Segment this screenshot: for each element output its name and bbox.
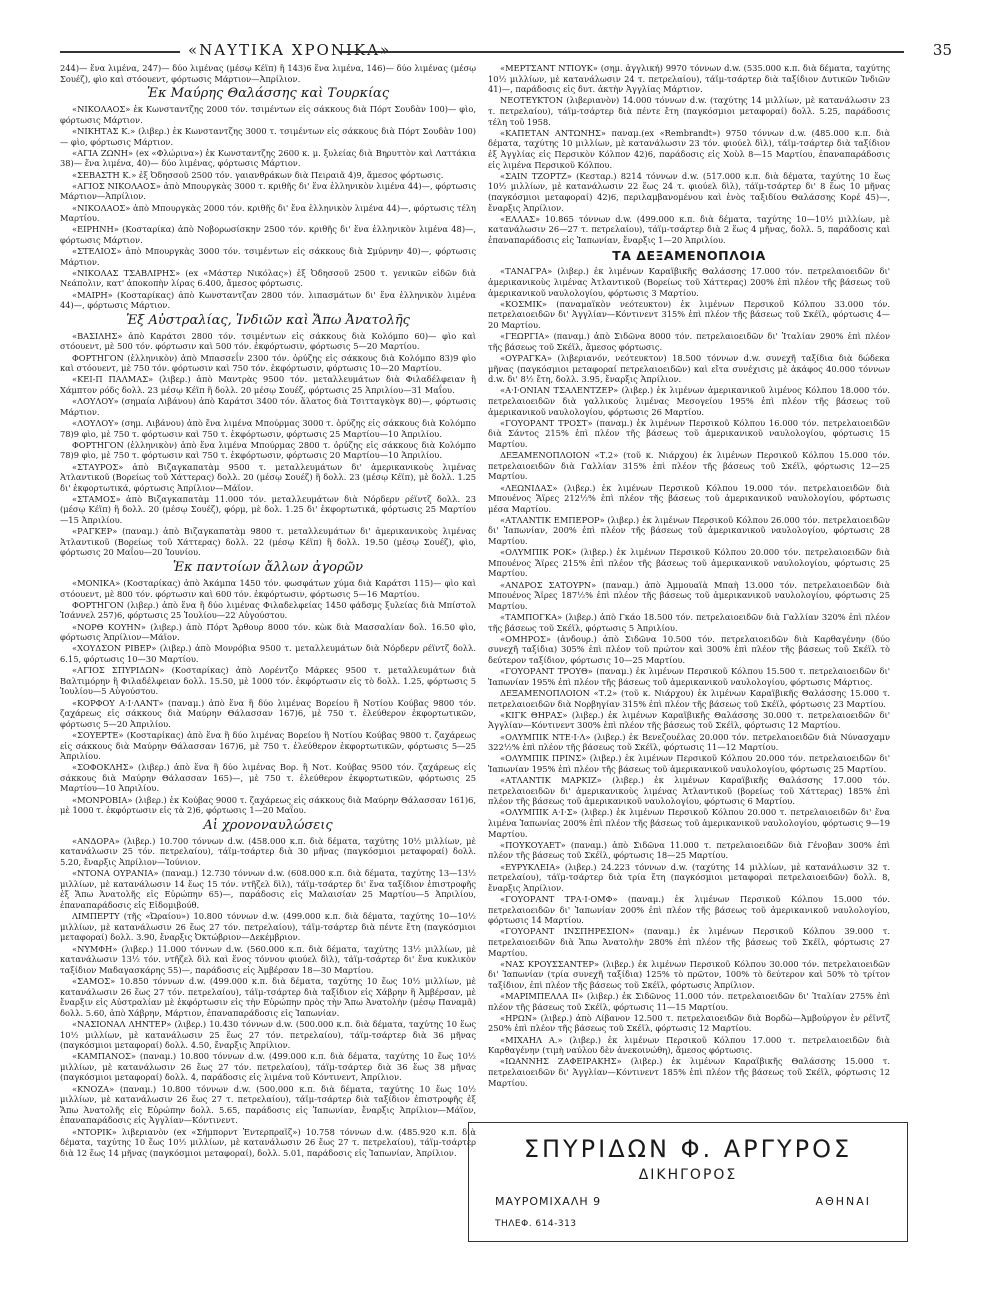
article-paragraph: «ΕΙΡΗΝΗ» (Κοσταρίκα) ἀπὸ Νοβορωσίσκην 2500 τόν. κριθῆς δι' ἕνα ἑλληνικὸν λιμένα 48)—, φόρτωσις Μάρτιον. [60,224,476,245]
article-paragraph: «ΟΥΡΑΓΚΑ» (λιβεριανόν, νεότευκτον) 18.500 τόννων d.w. συνεχῆ ταξίδια διὰ δώδεκα μῆνας (παγκόσμιοι μεταφοραί πετρελαιοειδῶν) καὶ εἴτα συνέχισις μὲ ἀκάφος 40.000 τόννων d.w. δι' 8½ ἔτη, δολλ. 3.95, ἔναρξις Ἀπρίλιον. [488,353,890,385]
article-paragraph: «ΝΤΟΡΙΚ» λιβεριανὸν (ex «Σήμπορντ Ἐντερπραϊζ») 10.758 τόννων d.w. (485.920 κ.π. διὰ δέματα, ταχύτης 10 ἕως 10½ μιλλίων, μὲ κατανάλωσιν 26 ἕως 27 τ. πετρελαίου), τάϊμ-τσάρτερ διὰ 12 ἕως 14 μῆνας (παγκόσμιοι μεταφοραί), δολλ. 5.01, παράδοσις εἰς Ἰαπωνίαν, Ἀπρίλιον. [60,1126,476,1158]
article-paragraph: «ΚΑΠΕΤΑΝ ΑΝΤΩΝΗΣ» παναμ.(ex «Rembrandt») 9750 τόννων d.w. (485.000 κ.π. διὰ δέματα, ταχύτης 10 μιλλίων, μὲ κατανάλωσιν 23 τόν. φιούελ δὶλ), τάϊμ-τσάρτερ διὰ ταξίδιον ἐξ Ἀγγλίας εἰς Περσικὸν Κόλπον 42)6, παράδοσις εἰς Χοὺλ 8—15 Μαρτίου, ἐπαναπαράδοσις εἰς λιμένα Περσικοῦ Κόλπου. [488,127,890,170]
article-paragraph: «ΜΙΧΑΗΛ Α.» (λιβερ.) ἐκ λιμένων Περσικοῦ Κόλπου 17.000 τ. πετρελαιοειδῶν διὰ Καρθαγένην (τιμὴ ναύλου δὲν ἀνεκοινώθη), ἄμεσος φόρτωσις. [488,1034,890,1056]
article-paragraph: «ΓΟΥΟΡΑΝΤ ΤΡΟΥΘ» (παναμ.) ἐκ λιμένων Περσικοῦ Κόλπου 15.500 τ. πετρελαιοειδῶν δι' Ἰαπωνίαν 195% ἐπὶ πλέον τῆς βάσεως τοῦ ἀμερικανικοῦ ναυλολογίου, φόρτωσις Μάρτιος. [488,666,890,687]
article-paragraph: «ΣΤΕΛΙΟΣ» ἀπὸ Μπουργκὰς 3000 τόν. τσιμέντων εἰς σάκκους διὰ Σμύρνην 40)—, φόρτωσις Μάρτιον. [60,246,476,267]
section-heading-tankers: ΤΑ ΔΕΞΑΜΕΝΟΠΛΟΙΑ [612,248,766,264]
article-paragraph: «ΛΟΥΛΟΥ» (σημαία Λιβάνου) ἀπὸ Καράτσι 3400 τόν. ἅλατος διὰ Τσιτταγκὸγκ 80)—, φόρτωσις Μάρτιον. [60,396,476,417]
article-paragraph: «ΟΛΥΜΠΙΚ ΠΡΙΝΣ» (λιβερ.) ἐκ λιμένων Περσικοῦ Κόλπου 20.000 τόν. πετρελαιοειδῶν δι' Ἰαπωνίαν 195% ἐπὶ πλέον τῆς βάσεως τοῦ ἀμερικανικοῦ ναυλολογίου, φόρτωσις 25 Μαρτίου. [488,753,890,774]
article-paragraph: «ΤΑΝΑΓΡΑ» (λιβερ.) ἐκ λιμένων Καραϊβικῆς Θαλάσσης 17.000 τόν. πετρελαιοειδῶν δι' ἀμερικανικοὺς λιμένας Ἀτλαντικοῦ (Βορείως τοῦ Χάττερας) 200% ἐπὶ πλέον τῆς βάσεως τοῦ ἀμερικανικοῦ ναυλολογίου, φόρτωσις 3 Μαρτίου. [488,266,890,298]
article-paragraph: «ΛΕΩΝΙΔΑΣ» (λιβερ.) ἐκ λιμένων Περσικοῦ Κόλπου 19.000 τόν. πετρελαιοειδῶν διὰ Μπουένος Ἄϊρες 212½% ἐπὶ πλέον τῆς βάσεως τοῦ ἀμερικανικοῦ ναυλολογίου, φόρτωσις μέσα Μαρτίου. [488,482,890,514]
article-paragraph: «Α·Ι·ΟΝΙΑΝ ΤΣΑΛΕΝΤΖΕΡ» (λιβερ.) ἐκ λιμένων ἀμερικανικοῦ λιμένος Κόλπου 18.000 τόν. πετρελαιοειδῶν διὰ γαλλικοὺς λιμένας Μεσογείου 195% ἐπὶ πλέον τῆς βάσεως τοῦ ἀμερικανικοῦ ναυλολογίου, φόρτωσις 26 Μαρτίου. [488,385,890,417]
article-paragraph: «ΝΥΜΦΗ» (λιβερ.) 11.000 τόννων d.w. (560.000 κ.π. διὰ δέματα, ταχύτης 13½ μιλλίων, μὲ κατανάλωσιν 13½ τόν. ντῆζελ δὶλ καὶ ἕνος τόννου φιούελ δὶλ), τάϊμ-τσάρτερ δι' ἕνα κυκλικὸν ταξίδιον Μαδαγασκάρης 55)—, παράδοσις εἰς Ἀμβέρσαν 18—30 Μαρτίου. [60,943,476,975]
article-paragraph: ΝΕΟΤΕΥΚΤΟΝ (λιβεριανὸν) 14.000 τόννων d.w. (ταχύτης 14 μιλλίων, μὲ κατανάλωσιν 23 τ. πετρελαίου), τάϊμ-τσάρτερ διὰ πέντε ἔτη (παγκόσμιοι μεταφοραί) δολλ. 5.25, παράδοσις τέλη τοῦ 1958. [488,95,890,127]
article-paragraph: «ΚΙΓΚ ΘΗΡΑΣ» (λιβερ.) ἐκ λιμένων Καραϊβικῆς Θαλάσσης 30.000 τ. πετρελαιοειδῶν δι' Ἀγγλίαν—Κόντινεντ 300% ἐπὶ πλέον τῆς βάσεως τοῦ Σκέϊλ, φόρτωσις 12 Μαρτίου. [488,709,890,731]
article-paragraph: «ΓΟΥΟΡΑΝΤ ΙΝΣΠΗΡΕΣΙΟΝ» (παναμ.) ἐκ λιμένων Περσικοῦ Κόλπου 39.000 τ. πετρελαιοειδῶν διὰ Ἄπω Ἀνατολὴν 280% ἐπὶ πλέον τῆς βάσεως τοῦ Σκέϊλ, φόρτωσις 27 Μαρτίου. [488,926,890,958]
article-paragraph: ΦΟΡΤΗΓΟΝ (ἑλληνικὸν) ἀπὸ ἕνα λιμένα Μπούρμας 2800 τ. ὀρύζης εἰς σάκκους διὰ Κολόμπο 78)9 φὶο, μὲ 750 τ. φόρτωσιν καὶ 750 τ. ἐκφόρτωσιν, φόρτωσις 20 Μαρτίου—10 Ἀπριλίου. [60,439,476,461]
header-rule-left [60,51,180,53]
article-paragraph: «ΝΟΡΘ ΚΟΥΗΝ» (λιβερ.) ἀπὸ Πόρτ Ἄρθουρ 8000 τόν. κὼκ διὰ Μασσαλίαν δολ. 16.50 φὶο, φόρτωσις Ἀπρίλιον—Μάϊον. [60,621,476,643]
article-paragraph: «ΒΑΣΙΛΗΣ» ἀπὸ Καράτσι 2800 τόν. τσιμέντων εἰς σάκκους διὰ Κολόμπο 60)— φὶο καὶ στόουεντ, μὲ 500 τόν. φόρτωσιν καὶ 500 τόν. ἐκφόρτωσιν, φόρτωσις 5—20 Μαρτίου. [60,330,476,352]
article-paragraph: «ΑΝΔΟΡΑ» (λιβερ.) 10.700 τόννων d.w. (458.000 κ.π. διὰ δέματα, ταχύτης 10½ μιλλίων, μὲ κατανάλωσιν 25 τόν. πετρελαίου), τάϊμ-τσάρτερ διὰ 30 μῆνας (παγκόσμιοι μεταφοραί) δολλ. 5.20, ἔναρξις Ἀπρίλιον—Ἰούνιον. [60,835,476,868]
article-paragraph: ΔΕΞΑΜΕΝΟΠΛΟΙΟΝ «Τ.2» (τοῦ κ. Νιάρχου) ἐκ λιμένων Καραϊβικῆς Θαλάσσης 15.000 τ. πετρελαιοειδῶν διὰ Νορβηγίαν 315% ἐπὶ πλέον τῆς βάσεως τοῦ Σκέϊλ, φόρτωσις 23 Μαρτίου. [488,687,890,709]
article-paragraph: ΛΙΜΠΕΡΤΥ (τῆς «Ὠραίου») 10.800 τόννων d.w. (499.000 κ.π. διὰ δέματα, ταχύτης 10—10½ μιλλίων, μὲ κατανάλωσιν 26 ἕως 27 τόν. πετρελαίου), τάϊμ-τσάρτερ διὰ πέντε ἔτη (παγκόσμιοι μεταφοραί) δολλ. 3.90, ἔναρξις Ὀκτώβριον—Δεκέμβριον. [60,911,476,943]
page-number: 35 [932,41,952,59]
lawyer-advertisement [468,1122,908,1242]
article-paragraph: «ΛΟΥΛΟΥ» (σημ. Λιβάνου) ἀπὸ ἕνα λιμένα Μπούρμας 3000 τ. ὀρύζης εἰς σάκκους διὰ Κολόμπο 78)9 φὶο, μὲ 750 τ. φόρτωσιν καὶ 750 τ. ἐκφόρτωσιν, φόρτωσις 25 Μαρτίου—10 Ἀπριλίου. [60,417,476,439]
header-rule-right [340,51,904,53]
article-paragraph: «ΟΜΗΡΟΣ» (ἀνδουρ.) ἀπὸ Σιδῶνα 10.500 τόν. πετρελαιοειδῶν διὰ Καρθαγένην (δύο συνεχῆ ταξίδια) 305% ἐπὶ πλέον τοῦ πρώτον καὶ 300% ἐπὶ πλέον τῆς βάσεως τοῦ Σκέϊλ τὸ δεύτερον ταξίδιον, φόρτωσις 10—25 Μαρτίου. [488,633,890,665]
left-column [60,63,476,1253]
article-paragraph: «ΟΛΥΜΠΙΚ Α·Ι·Σ» (λιβερ.) ἐκ λιμένων Περσικοῦ Κόλπου 20.000 τ. πετρελαιοειδῶν δι' ἕνα λιμένα Ἰαπωνίας 200% ἐπὶ πλέον τῆς βάσεως τοῦ ἀμερικανικοῦ ναυλολογίου, φόρτωσις 9—19 Μαρτίου. [488,807,890,839]
advert-name: ΣΠΥΡΙΔΩΝ Φ. ΑΡΓΥΡΟΣ [523,1135,853,1163]
article-paragraph: ΦΟΡΤΗΓΟΝ (ἑλληνικὸν) ἀπὸ Μπασσεΐν 2300 τόν. ὀρύζης εἰς σάκκους διὰ Κολόμπο 83)9 φὶο καὶ στόουεντ, μὲ 750 τόν. φόρτωσιν καὶ 750 τόν. ἐκφόρτωσιν, φόρτωσις 10—20 Μαρτίου. [60,352,476,374]
article-paragraph: «ΑΤΛΑΝΤΙΚ ΕΜΠΕΡΟΡ» (λιβερ.) ἐκ λιμένων Περσικοῦ Κόλπου 26.000 τόν. πετρελαιοειδῶν δι' Ἰαπωνίαν, 200% ἐπὶ πλέον τῆς βάσεως τοῦ ἀμερικανικοῦ ναυλολογίου, φόρτωσις 28 Μαρτίου. [488,514,890,547]
article-paragraph: «ΜΟΝΙΚΑ» (Κοσταρίκας) ἀπὸ Ἀκάμπα 1450 τόν. φωσφάτων χύμα διὰ Καράτσι 115)— φὶο καὶ στόουεντ, μὲ 800 τόν. φόρτωσιν καὶ 600 τόν. ἐκφόρτωσιν, φόρτωσις 5—16 Μαρτίου. [60,578,476,599]
article-paragraph: «ΠΟΥΚΟΥΑΕΤ» (παναμ.) ἀπὸ Σιδῶνα 11.000 τ. πετρελαιοειδῶν διὰ Γένοβαν 300% ἐπὶ πλέον τῆς βάσεως τοῦ Σκέϊλ, φόρτωσις 18—25 Μαρτίου. [488,839,890,861]
article-paragraph: «ΣΑΙΝ ΤΖΟΡΤΖ» (Κεσταρ.) 8214 τόννων d.w. (517.000 κ.π. διὰ δέματα, ταχύτης 10 ἕως 10½ μιλλίων, μὲ κατανάλωσιν 22 ἕως 24 τ. φιούελ δὶλ), τάϊμ-τσάρτερ δι' 8 ἕως 10 μῆνας (παγκόσμιοι μεταφοραί) 42)6, περιλαμβανομένου καὶ ἑνὸς ταξιδίου Θαλάσσης Κορέ 45)—, ἔναρξις Ἀπρίλιον. [488,170,890,213]
advert-street: ΜΑΥΡΟΜΙΧΑΛΗ 9 [495,1195,602,1208]
article-paragraph: «ΣΟΦΟΚΛΗΣ» (λιβερ.) ἀπὸ ἕνα ἢ δύο λιμένας Βορ. ἢ Νοτ. Κούβας 9500 τόν. ζαχάρεως εἰς σάκκους διὰ Μαύρην Θάλασσαν 165)—, μὲ 750 τ. ἐλεύθερον ἐκφορτωτικῶν, φόρτωσις 25 Μαρτίου—10 Ἀπριλίου. [60,762,476,794]
article-paragraph: «ΣΕΒΑΣΤΗ Κ.» ἐξ Ὀδησσοῦ 2500 τόν. γαιανθράκων διὰ Πειραιᾶ 4)9, ἄμεσος φόρτωσις. [72,169,444,180]
article-paragraph: ΔΕΞΑΜΕΝΟΠΛΟΙΟΝ «Τ.2» (τοῦ κ. Νιάρχου) ἐκ λιμένων Περσικοῦ Κόλπου 15.000 τόν. πετρελαιοειδῶν διὰ Γαλλίαν 315% ἐπὶ πλέον τῆς βάσεως τοῦ Σκέϊλ, φόρτωσις 12—25 Μαρτίου. [488,450,890,482]
article-paragraph: «ΣΤΑΜΟΣ» ἀπὸ Βιζαγκαπατὰμ 11.000 τόν. μεταλλευμάτων διὰ Νόρδερν ρέϊντζ δολλ. 23 (μέσῳ Κέϊπ) ἢ δολλ. 20 (μέσῳ Σουέζ), φόρμ, μὲ δολ. 1.25 δι' ἐκφορτωτικά, φόρτωσις 25 Μαρτίου—15 Ἀπριλίου. [60,493,476,526]
article-paragraph: «ΚΝΟΖΑ» (παναμ.) 10.800 τόννων d.w. (500.000 κ.π. διὰ δέματα, ταχύτης 10 ἕως 10½ μιλλίων, μὲ κατανάλωσιν 26 ἕως 27 τ. πετρελαίου), τάϊμ-τσάρτερ διὰ ταξίδιον ἐπιστροφῆς ἐξ Ἄπω Ἀνατολῆς εἰς Εὐρώπην δολλ. 5.65, παράδοσις εἰς Ἰαπωνίαν, ἔναρξις Ἀπρίλιον—Μάϊον, ἐπαναπαράδοσις εἰς Ἀγγλίαν—Κόντινεντ. [60,1083,476,1126]
article-paragraph: «ΚΑΜΠΑΝΟΣ» (παναμ.) 10.800 τόννων d.w. (499.000 κ.π. διὰ δέματα, ταχύτης 10 ἕως 10½ μιλλίων, μὲ κατανάλωσιν 26 ἕως 27 τόν. πετρελαίου), τάϊμ-τσάρτερ διὰ 36 ἕως 38 μῆνας (παγκόσμιοι μεταφοραί) δολλ. 4, παράδοσις εἰς λιμένα τοῦ Κόντινεντ, Ἀπρίλιον. [60,1051,476,1083]
section-heading-time-charters: Αἱ χρονοναυλώσεις [203,817,333,833]
advert-city: ΑΘΗΝΑΙ [815,1195,871,1208]
page-header [60,40,952,62]
article-paragraph: «ΑΓΙΑ ΖΩΝΗ» (ex «Φλώρινα») ἐκ Κωνσταντζης 2600 κ. μ. ξυλείας διὰ Βηρυττὸν καὶ Λαττάκια 38)— ἕνα λιμένα, 40)— δύο λιμένας, φόρτωσις Μάρτιον. [60,147,476,169]
article-paragraph: «ΜΟΝΡΟΒΙΑ» (λιβερ.) ἐκ Κούβας 9000 τ. ζαχάρεως εἰς σάκκους διὰ Μαύρην Θάλασσαν 161)6, μὲ 1000 τ. ἐκφόρτωσιν εἰς τὰ 2)6, φόρτωσις 1—20 Μαΐου. [60,794,476,816]
article-paragraph: «ΣΑΜΟΣ» 10.850 τόννων d.w. (499.000 κ.π. διὰ δέματα, ταχύτης 10 ἕως 10½ μιλλίων, μὲ κατανάλωσιν 26 ἕως 27 τόν. πετρελαίου), τάϊμ-τσάρτερ διὰ ταξίδιον εἰς Χάβρην ἢ Ἀμβέρσαν, μὲ ἔναρξιν εἰς Αὐστραλίαν μὲ ἐκφόρτωσιν εἰς τὴν Εὐρώπην πρὸς τὴν Ἄπω Ἀνατολὴν (μέσῳ Παναμᾶ) δολλ. 5.60, ἀπὸ Χάβρην, Μάρτιον, ἐπαναπαράδοσις εἰς Ἰαπωνίαν. [60,975,476,1018]
article-paragraph: «ΚΟΣΜΙΚ» (παναμαϊκὸν νεότευκτον) ἐκ λιμένων Περσικοῦ Κόλπου 33.000 τόν. πετρελαιοειδῶν δι' Ἀγγλίαν—Κόντινεντ 315% ἐπὶ πλέον τῆς βάσεως τοῦ Σκέϊλ, φόρτωσις 4—20 Μαρτίου. [488,298,890,331]
article-paragraph: «ΝΙΚΟΛΑΣ ΤΣΑΒΛΙΡΗΣ» (ex «Μάστερ Νικόλας») ἐξ Ὀδησσοῦ 2500 τ. γενικῶν εἰδῶν διὰ Νεάπολιν, κατ' ἀποκοπὴν λίρας 6.400, ἄμεσος φόρτωσις. [60,267,476,289]
article-paragraph: «ΡΑΓΚΕΡ» (παναμ.) ἀπὸ Βιζαγκαπατὰμ 9800 τ. μεταλλευμάτων δι' ἀμερικανικοὺς λιμένας Ἀτλαντικοῦ (Βορείως τοῦ Χάττερας) δολλ. 22 (μέσῳ Κέϊπ) ἢ δολλ. 19.50 (μέσῳ Σουέζ), φὶο, φόρτωσις 20 Μαΐου—20 Ἰουνίου. [60,526,476,558]
article-paragraph: «ΧΟΥΔΣΟΝ ΡΙΒΕΡ» (λιβερ.) ἀπὸ Μονρόβια 9500 τ. μεταλλευμάτων διὰ Νόρδερν ρέϊντζ δολλ. 6.15, φόρτωσις 10—30 Μαρτίου. [60,643,476,664]
article-paragraph: «ΝΙΚΟΛΑΟΣ» ἐκ Κωνσταντζης 2000 τόν. τσιμέντων εἰς σάκκους διὰ Πόρτ Σουδὰν 100)— φὶο, φόρτωσις Μάρτιον. [60,104,476,125]
section-heading-black-sea: Ἐκ Μαύρης Θαλάσσης καὶ Τουρκίας [146,86,390,102]
article-paragraph: «ΚΕΙ-Π ΠΑΛΜΑΣ» (λιβερ.) ἀπὸ Μαντρὰς 9500 τόν. μεταλλευμάτων διὰ Φιλαδέλφειαν ἢ Χάμπτον ρόδς δολλ. 23 μέσῳ Κέϊπ ἢ δολλ. 20 μέσῳ Σουέζ, φόρτωσις 25 Ἀπριλίου—31 Μαΐου. [60,374,476,395]
article-paragraph: «ΝΤΟΝΑ ΟΥΡΑΝΙΑ» (παναμ.) 12.730 τόννων d.w. (608.000 κ.π. διὰ δέματα, ταχύτης 13—13½ μιλλίων, μὲ κατανάλωσιν 14 ἕως 15 τόν. ντῆζελ δὶλ), τάϊμ-τσάρτερ δι' ἕνα ταξίδιον ἐπιστροφῆς ἐξ Ἄπω Ἀνατολῆς εἰς Εὐρώπην 65)—, παράδοσις εἰς Μαλαισίαν 25 Μαρτίου—5 Ἀπριλίου, ἐπαναπαράδοσις εἰς Εἰδομιβούθ. [60,868,476,910]
article-paragraph: «ΣΟΥΕΡΤΕ» (Κοσταρίκας) ἀπὸ ἕνα ἢ δύο λιμένας Βορείου ἢ Νοτίου Κούβας 9800 τ. ζαχάρεως εἰς σάκκους διὰ Μαύρην Θάλασσαν 167)6, μὲ 750 τ. ἐλεύθερον ἐκφορτωτικῶν, φόρτωσις 5—25 Ἀπριλίου. [60,729,476,762]
advert-profession: ΔΙΚΗΓΟΡΟΣ [638,1167,738,1183]
article-paragraph: «ΓΟΥΟΡΑΝΤ ΤΡΑ·Ι·ΟΜΦ» (παναμ.) ἐκ λιμένων Περσικοῦ Κόλπου 15.000 τόν. πετρελαιοειδῶν δι' Ἰαπωνίαν 200% ἐπὶ πλέον τῆς βάσεως τοῦ ἀμερικανικοῦ ναυλολογίου, φόρτωσις 14 Μαρτίου. [488,893,890,926]
article-paragraph: «ΑΝΔΡΟΣ ΣΑΤΟΥΡΝ» (παναμ.) ἀπὸ Ἀμμουαϊὰ Μπαὴ 13.000 τόν. πετρελαιοειδῶν διὰ Μπουένος Ἄϊρες 187½% ἐπὶ πλέον τῆς βάσεως τοῦ ἀμερικανικοῦ ναυλολογίου, φόρτωσις 25 Μαρτίου. [488,579,890,611]
article-paragraph: 244)— ἕνα λιμένα, 247)— δύο λιμένας (μέσῳ Κέϊπ) ἢ 143)6 ἕνα λιμένα, 146)— δύο λιμένας (μέσῳ Σουέζ), φὶο καὶ στόουεντ, φόρτωσις Μάρτιον—Ἀπρίλιον. [60,63,476,84]
article-paragraph: «ΜΕΡΤΣΑΝΤ ΝΤΙΟΥΚ» (σημ. ἀγγλική) 9970 τόννων d.w. (535.000 κ.π. διὰ δέματα, ταχύτης 10½ μιλλίων, μὲ κατανάλωσιν 24 τ. πετρελαίου), τάϊμ-τσάρτερ διὰ ταξίδιον Δυτικῶν Ἰνδιῶν 41)—, παράδοσις εἰς δυτ. ἀκτὴν Ἀγγλίας Μάρτιον. [488,63,890,95]
article-paragraph: «ΗΡΩΝ» (λιβερ.) ἀπὸ Λίβανον 12.500 τ. πετρελαιοειδῶν διὰ Βορδὼ—Ἀμβούργον ἐν ρέϊντζ 250% ἐπὶ πλέον τῆς βάσεως τοῦ Σκέϊλ, φόρτωσις 12 Μαρτίου. [488,1012,890,1034]
article-paragraph: «ΚΟΡΦΟΥ Α·Ι·ΛΑΝΤ» (παναμ.) ἀπὸ ἕνα ἢ δύο λιμένας Βορείου ἢ Νοτίου Κούβας 9800 τόν. ζαχάρεως εἰς σάκκους διὰ Μαύρην Θάλασσαν 167)6, μὲ 750 τ. ἐλεύθερον ἐκφορτωτικῶν, φόρτωσις 5—20 Ἀπριλίου. [60,697,476,729]
article-paragraph: «ΙΩΑΝΝΗΣ ΖΑΦΕΙΡΑΚΗΣ» (λιβερ.) ἐκ λιμένων Καραϊβικῆς Θαλάσσης 15.000 τ. πετρελαιοειδῶν δι' Ἀγγλίαν—Κόντινεντ 185% ἐπὶ πλέον τῆς βάσεως τοῦ Σκέϊλ, φόρτωσις 12 Μαρτίου. [488,1056,890,1088]
article-paragraph: ΦΟΡΤΗΓΟΝ (λιβερ.) ἀπὸ ἕνα ἢ δύο λιμένας Φιλαδελφείας 1450 φάδσμς ξυλείας διὰ Μπίστολ Ἰσάννελ 257)6, φόρτωσις 25 Ἰουλίου—22 Αὐγούστου. [60,599,476,621]
section-heading-australia-far-east: Ἐξ Αὐστραλίας, Ἰνδιῶν καὶ Ἄπω Ἀνατολῆς [126,312,410,328]
article-paragraph: «ΑΓΙΟΣ ΝΙΚΟΛΑΟΣ» ἀπὸ Μπουργκὰς 3000 τ. κριθῆς δι' ἕνα ἑλληνικὸν λιμένα 44)—, φόρτωσις Μάρτιον—Ἀπρίλιον. [60,180,476,202]
article-paragraph: «ΤΑΜΠΟΓΚΑ» (λιβερ.) ἀπὸ Γκάο 18.500 τόν. πετρελαιοειδῶν διὰ Γαλλίαν 320% ἐπὶ πλέον τῆς βάσεως τοῦ Σκέϊλ, φόρτωσις 5 Ἀπριλίου. [488,612,890,633]
article-paragraph: «ΑΓΙΟΣ ΣΠΥΡΙΔΩΝ» (Κοσταρίκας) ἀπὸ Λορέντζο Μάρκες 9500 τ. μεταλλευμάτων διὰ Βαλτιμόρην ἢ Φιλαδέλφειαν δολλ. 15.50, μὲ 1000 τόν. ἐκφόρτωσιν εἰς τὸ δολλ. 1.25, φόρτωσις 5 Ἰουλίου—5 Αὐγούστου. [60,665,476,697]
article-paragraph: «ΜΑΡΙΜΠΕΛΛΑ ΙΙ» (λιβερ.) ἐκ Σιδῶνος 11.000 τόν. πετρελαιοειδῶν δι' Ἰταλίαν 275% ἐπὶ πλέον τῆς βάσεως τοῦ Σκέϊλ, φόρτωσις 11—15 Μαρτίου. [488,991,890,1012]
article-paragraph: «ΣΤΑΥΡΟΣ» ἀπὸ Βιζαγκαπατὰμ 9500 τ. μεταλλευμάτων δι' ἀμερικανικοὺς λιμένας Ἀτλαντικοῦ (Βορείως τοῦ Χάττερας) δολλ. 20 (μέσῳ Σουέζ) ἢ δολλ. 23 (μέσῳ Κέϊπ), μὲ δολλ. 1.25 δι' ἐκφορτωτικά, φόρτωσις Ἀπρίλιον—Μάϊον. [60,461,476,493]
article-paragraph: «ΝΑΣΙΟΝΑΛ ΛΗΝΤΕΡ» (λιβερ.) 10.430 τόννων d.w. (500.000 κ.π. διὰ δέματα, ταχύτης 10 ἕως 10½ μιλλίων, μὲ κατανάλωσιν 25 ἕως 27 τόν. πετρελαίου), τάϊμ-τσάρτερ διὰ 36 μῆνας (παγκόσμιοι μεταφοραί) δολλ. 4.50, ἔναρξις Ἀπρίλιον. [60,1018,476,1051]
right-column [488,63,890,1113]
article-paragraph: «ΓΟΥΟΡΑΝΤ ΤΡΟΣΤ» (παναμ.) ἐκ λιμένων Περσικοῦ Κόλπου 16.000 τόν. πετρελαιοειδῶν διὰ Σάντος 215% ἐπὶ πλέον τῆς βάσεως τοῦ ἀμερικανικοῦ ναυλολογίου, φόρτωσις 15 Μαρτίου. [488,417,890,449]
article-paragraph: «ΕΛΛΑΣ» 10.865 τόννων d.w. (499.000 κ.π. διὰ δέματα, ταχύτης 10—10½ μιλλίων, μὲ κατανάλωσιν 26—27 τ. πετρελαίου), τάϊμ-τσάρτερ διὰ 2 ἕως 4 μῆνας, δολλ. 5, παράδοσις καὶ ἐπαναπαράδοσις εἰς Ἰαπωνίαν, ἔναρξις 1—20 Ἀπριλίου. [488,213,890,245]
article-paragraph: «ΟΛΥΜΠΙΚ ΝΤΕ·Ι·Λ» (λιβερ.) ἐκ Βενεζουέλας 20.000 τόν. πετρελαιοειδῶν διὰ Νύνασχαμν 322½% ἐπὶ πλέον τῆς βάσεως τοῦ Σκέϊλ, φόρτωσις 11—12 Μαρτίου. [488,731,890,753]
article-paragraph: «ΜΑΙΡΗ» (Κοσταρίκας) ἀπὸ Κωνσταντζαν 2800 τόν. λιπασμάτων δι' ἕνα ἑλληνικὸν λιμένα 44)—, φόρτωσις Μάρτιον. [60,289,476,311]
publication-title: «ΝΑΥΤΙΚΑ ΧΡΟΝΙΚΑ» [188,41,392,59]
section-heading-other-markets: Ἐκ παντοίων ἄλλων ἀγορῶν [172,560,364,576]
article-paragraph: «ΕΥΡΥΚΛΕΙΑ» (λιβερ.) 24.223 τόννων d.w. (ταχύτης 14 μιλλίων, μὲ κατανάλωσιν 32 τ. πετρελαίου), τάϊμ-τσάρτερ διὰ τρία ἔτη (παγκόσμιοι μεταφοραὶ πετρελαιοειδῶν) δολλ. 8, ἔναρξις Ἀπρίλιον. [488,861,890,893]
article-paragraph: «ΝΙΚΟΛΑΟΣ» ἀπὸ Μπουργκὰς 2000 τόν. κριθῆς δι' ἕνα ἑλληνικὸν λιμένα 44)—, φόρτωσις τέλη Μαρτίου. [60,202,476,224]
article-paragraph: «ΑΤΛΑΝΤΙΚ ΜΑΡΚΙΖ» (λιβερ.) ἐκ λιμένων Καραϊβικῆς Θαλάσσης 17.000 τόν. πετρελαιοειδῶν δι' ἀμερικανικοὺς λιμένας Ἀτλαντικοῦ (βορείως τοῦ Χάττερας) 185% ἐπὶ πλέον τῆς βάσεως τοῦ ἀμερικανικοῦ ναυλολογίου, φόρτωσις 6 Μαρτίου. [488,775,890,807]
article-paragraph: «ΝΙΚΗΤΑΣ Κ.» (λιβερ.) ἐκ Κωνσταντζης 3000 τ. τσιμέντων εἰς σάκκους διὰ Πόρτ Σουδὰν 100)— φὶο, φόρτωσις Μάρτιον. [60,125,476,147]
advert-phone: ΤΗΛΕΦ. 614-313 [495,1219,577,1229]
article-paragraph: «ΟΛΥΜΠΙΚ ΡΟΚ» (λιβερ.) ἐκ λιμένων Περσικοῦ Κόλπου 20.000 τόν. πετρελαιοειδῶν διὰ Μπουένος Ἄϊρες 215% ἐπὶ πλέον τῆς βάσεως τοῦ ἀμερικανικοῦ ναυλολογίου, φόρτωσις 25 Μαρτίου. [488,547,890,579]
article-paragraph: «ΝΑΣ ΚΡΟΥΣΣΑΝΤΕΡ» (λιβερ.) ἐκ λιμένων Περσικοῦ Κόλπου 30.000 τόν. πετρελαιοειδῶν δι' Ἰαπωνίαν (τρία συνεχῆ ταξίδια) 125% τὸ πρῶτον, 100% τὸ δεύτερον καὶ 50% τὸ τρίτον ταξίδιον, ἐπὶ πλέον τῆς βάσεως τοῦ Σκέϊλ, φόρτωσις Ἀπρίλιον. [488,958,890,990]
article-paragraph: «ΓΕΩΡΓΙΑ» (παναμ.) ἀπὸ Σιδῶνα 8000 τόν. πετρελαιοειδῶν δι' Ἰταλίαν 290% ἐπὶ πλέον τῆς βάσεως τοῦ Σκέϊλ, ἄμεσος φόρτωσις. [488,331,890,352]
